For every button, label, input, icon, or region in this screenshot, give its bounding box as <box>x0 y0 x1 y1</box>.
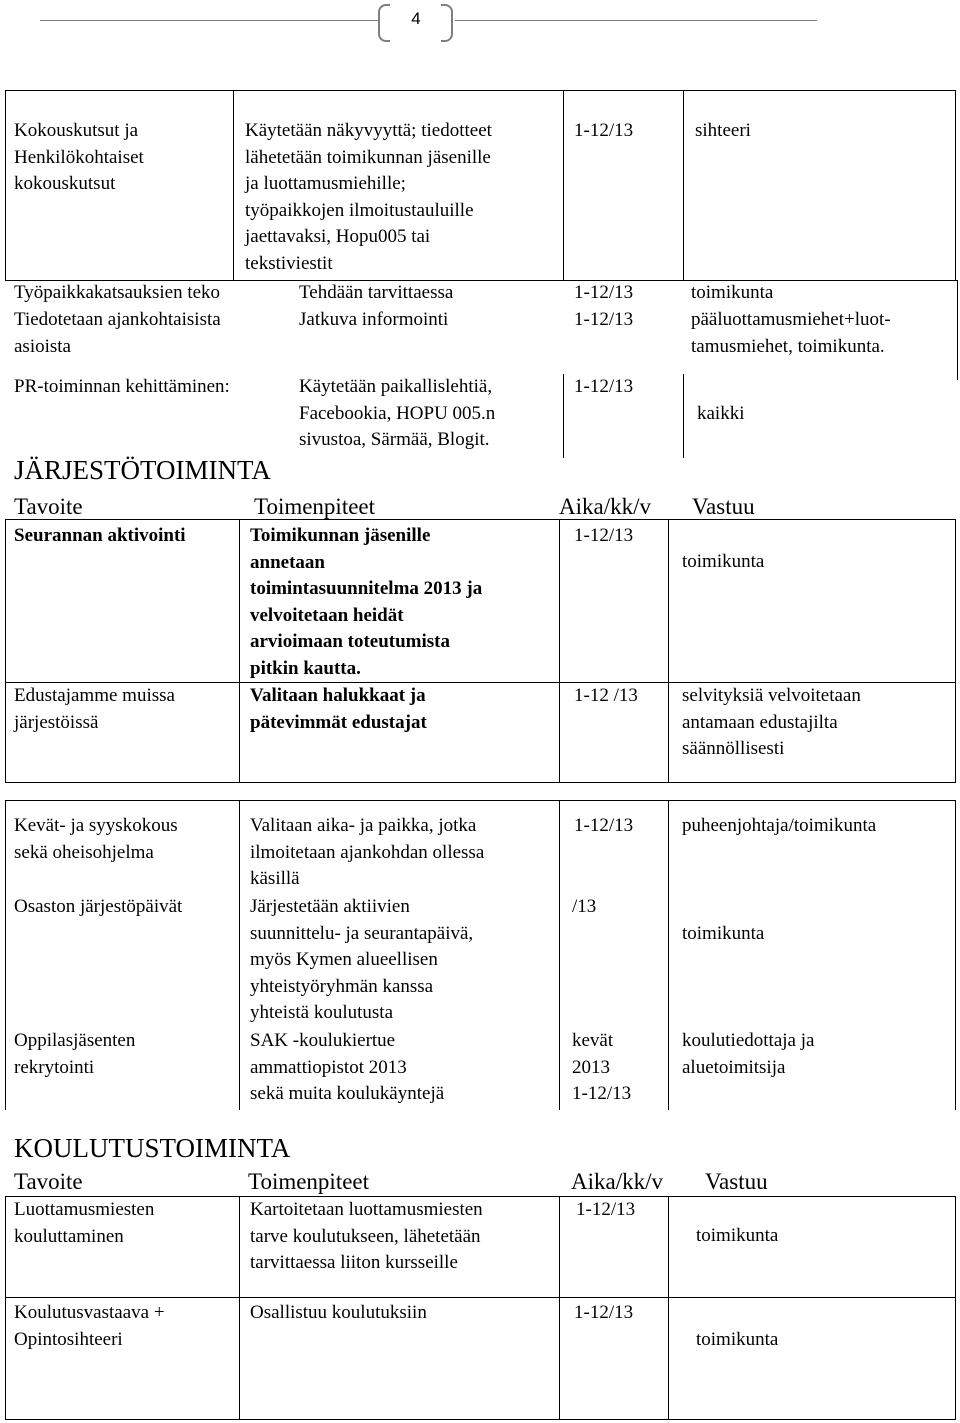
table2-top-border <box>5 519 956 520</box>
s1-r3-vastuu: pääluottamusmiehet+luot- tamusmiehet, toimikunta. <box>691 309 891 357</box>
table3-top-border <box>5 800 956 801</box>
table2-bottom-border <box>5 782 956 783</box>
s1-r4-tavoite: PR-toiminnan kehittäminen: <box>14 376 230 397</box>
s1-r1-vastuu: sihteeri <box>695 120 751 141</box>
s1-r3-tavoite: Tiedotetaan ajankohtaisista asioista <box>14 309 221 357</box>
s1-r4-vastuu: kaikki <box>697 403 745 424</box>
header-rule-right <box>455 20 817 21</box>
table2-left-border <box>5 519 6 782</box>
table1-right-border-lower <box>957 280 958 380</box>
s2-r3-tavoite: Kevät- ja syyskokous sekä oheisohjelma <box>14 815 178 863</box>
s2-r3-aika: 1-12/13 <box>574 815 634 836</box>
s2-r5-toimenpiteet: SAK -koulukiertue ammattiopistot 2013 sekä muita koulukäyntejä <box>250 1030 445 1104</box>
s2-r4-tavoite: Osaston järjestöpäivät <box>14 896 183 917</box>
s3-r2-tavoite: Koulutusvastaava + Opintosihteeri <box>14 1302 165 1350</box>
table4-col1-divider <box>239 1196 240 1420</box>
table4-col3-divider <box>668 1196 669 1420</box>
s2-r5-tavoite: Oppilasjäsenten rekrytointi <box>14 1030 136 1078</box>
table1-top-border <box>5 90 956 91</box>
header-rule-left <box>40 20 378 21</box>
s2-r5-aika: kevät 2013 1-12/13 <box>572 1030 632 1104</box>
s1-r2-vastuu: toimikunta <box>691 282 774 303</box>
table2-col2-divider <box>559 519 560 782</box>
s2-r2-vastuu: selvityksiä velvoitetaan antamaan edustajilta säännöllisesti <box>682 685 861 759</box>
s2-r2-tavoite: Edustajamme muissa järjestöissä <box>14 685 175 733</box>
table4-col2-divider <box>559 1196 560 1420</box>
table3-col2-divider <box>559 800 560 1110</box>
section2-header-tavoite: Tavoite <box>14 494 83 519</box>
table1-right-border <box>955 90 956 280</box>
s2-r3-toimenpiteet: Valitaan aika- ja paikka, jotka ilmoitetaan ajankohdan ollessa käsillä <box>250 815 485 889</box>
s2-r2-toimenpiteet: Valitaan halukkaat ja pätevimmät edustajat <box>250 685 427 733</box>
page-number: 4 <box>411 9 421 28</box>
page-number-bracket-right <box>441 4 453 42</box>
table3-right-border <box>955 800 956 1110</box>
page-number-bracket-left <box>378 4 390 42</box>
table3-col1-divider <box>239 800 240 1110</box>
s1-r4-aika: 1-12/13 <box>574 376 634 397</box>
s3-r1-vastuu: toimikunta <box>696 1225 779 1246</box>
s1-r2-aika: 1-12/13 <box>574 282 634 303</box>
section3-header-toimenpiteet: Toimenpiteet <box>248 1169 370 1194</box>
table1-left-border <box>5 90 6 280</box>
table4-bottom-border <box>5 1419 956 1420</box>
section2-heading: JÄRJESTÖTOIMINTA <box>14 455 271 485</box>
s2-r4-toimenpiteet: Järjestetään aktiivien suunnittelu- ja seurantapäivä, myös Kymen alueellisen yhteistyöryhmän kanssa yhteistä koulutusta <box>250 896 474 1023</box>
s1-r3-toimenpiteet: Jatkuva informointi <box>299 309 449 330</box>
s1-r1-tavoite: Kokouskutsut ja Henkilökohtaiset kokouskutsut <box>14 120 144 194</box>
s2-r1-toimenpiteet: Toimikunnan jäsenille annetaan toimintasuunnitelma 2013 ja velvoitetaan heidät arvioimaan toteutumista pitkin kautta. <box>250 525 483 679</box>
table4-right-border <box>955 1196 956 1420</box>
table2-right-border <box>955 519 956 782</box>
s3-r1-tavoite: Luottamusmiesten kouluttaminen <box>14 1199 155 1247</box>
table1-col3-divider <box>683 90 684 280</box>
s1-r3-aika: 1-12/13 <box>574 309 634 330</box>
s3-r2-vastuu: toimikunta <box>696 1329 779 1350</box>
s3-r2-toimenpiteet: Osallistuu koulutuksiin <box>250 1302 427 1323</box>
table2-col1-divider <box>239 519 240 782</box>
table3-left-border <box>5 800 6 1110</box>
s2-r2-aika: 1-12 /13 <box>574 685 638 706</box>
s1-r2-toimenpiteet: Tehdään tarvittaessa <box>299 282 454 303</box>
s2-r4-aika: /13 <box>572 896 597 917</box>
s1-r4-col3-divider <box>563 374 564 458</box>
section2-header-toimenpiteet: Toimenpiteet <box>254 494 376 519</box>
s1-r2-tavoite: Työpaikkakatsauksien teko <box>14 282 221 303</box>
s2-r4-vastuu: toimikunta <box>682 923 765 944</box>
table1-col2-divider <box>563 90 564 280</box>
section3-header-tavoite: Tavoite <box>14 1169 83 1194</box>
section2-header-aika: Aika/kk/v <box>559 494 651 519</box>
s2-r1-tavoite: Seurannan aktivointi <box>14 525 186 546</box>
s1-r4-col4-divider <box>683 374 684 458</box>
table4-left-border <box>5 1196 6 1420</box>
s2-r1-aika: 1-12/13 <box>574 525 634 546</box>
s1-r1-toimenpiteet: Käytetään näkyvyyttä; tiedotteet lähetetään toimikunnan jäsenille ja luottamusmiehille; työpaikkojen ilmoitustauluille jaettavaksi, Hopu005 tai tekstiviestit <box>245 120 492 274</box>
section3-header-vastuu: Vastuu <box>705 1169 768 1194</box>
table1-col1-divider <box>233 90 234 280</box>
table3-col3-divider <box>668 800 669 1110</box>
s3-r1-toimenpiteet: Kartoitetaan luottamusmiesten tarve koulutukseen, lähetetään tarvittaessa liiton kursseille <box>250 1199 483 1273</box>
s3-r1-aika: 1-12/13 <box>576 1199 636 1220</box>
s2-r3-vastuu: puheenjohtaja/toimikunta <box>682 815 877 836</box>
s2-r5-vastuu: koulutiedottaja ja aluetoimitsija <box>682 1030 815 1078</box>
s1-r1-aika: 1-12/13 <box>574 120 634 141</box>
section3-header-aika: Aika/kk/v <box>571 1169 663 1194</box>
s3-r2-aika: 1-12/13 <box>574 1302 634 1323</box>
s1-r4-toimenpiteet: Käytetään paikallislehtiä, Facebookia, HOPU 005.n sivustoa, Särmää, Blogit. <box>299 376 496 450</box>
table2-col3-divider <box>668 519 669 782</box>
section2-header-vastuu: Vastuu <box>692 494 755 519</box>
s2-r1-vastuu: toimikunta <box>682 551 765 572</box>
section3-heading: KOULUTUSTOIMINTA <box>14 1133 291 1163</box>
table4-row-divider <box>5 1297 956 1298</box>
